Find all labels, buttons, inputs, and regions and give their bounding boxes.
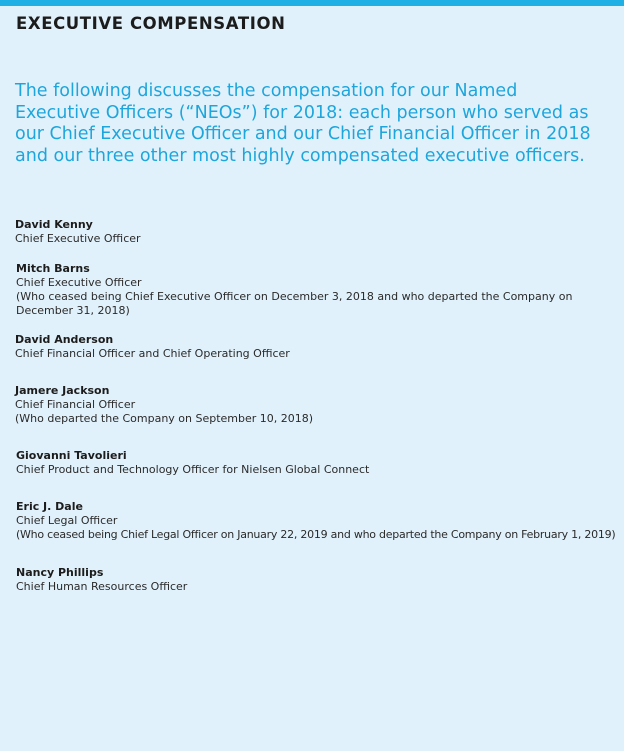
neo-name: Mitch Barns	[16, 262, 90, 275]
neo-name: David Anderson	[15, 333, 114, 346]
neo-title: Chief Human Resources Officer	[16, 580, 188, 593]
neo-note: (Who ceased being Chief Legal Officer on January 22, 2019 and who departed the Company on February 1, 2019)	[16, 528, 616, 541]
neo-title: Chief Executive Officer	[16, 276, 142, 289]
neo-note: (Who departed the Company on September 10, 2018)	[15, 412, 314, 425]
neo-name: Nancy Phillips	[16, 566, 104, 579]
neo-name: Jamere Jackson	[15, 384, 110, 397]
neo-title: Chief Financial Officer	[15, 398, 136, 411]
neo-name: Eric J. Dale	[16, 500, 83, 513]
neo-entry	[16, 262, 621, 318]
neo-entry	[15, 333, 620, 361]
neo-entry	[15, 384, 620, 426]
neo-name: Giovanni Tavolieri	[16, 449, 127, 462]
neo-title: Chief Legal Officer	[16, 514, 118, 527]
neo-entry	[15, 218, 620, 246]
neo-name: David Kenny	[15, 218, 93, 231]
neo-entry	[16, 500, 621, 542]
neo-entry	[16, 449, 621, 477]
neo-entry	[16, 566, 621, 594]
section-title: EXECUTIVE COMPENSATION	[16, 14, 286, 33]
neo-title: Chief Product and Technology Officer for Nielsen Global Connect	[16, 463, 370, 476]
neo-title: Chief Executive Officer	[15, 232, 141, 245]
neo-note: (Who ceased being Chief Executive Officer on December 3, 2018 and who departed the Company on December 31, 2018)	[16, 290, 573, 317]
top-accent-bar	[0, 0, 624, 6]
neo-title: Chief Financial Officer and Chief Operating Officer	[15, 347, 290, 360]
intro-paragraph: The following discusses the compensation for our Named Executive Officers (“NEOs”) for 2018: each person who served as our Chief Executive Officer and our Chief Financial Officer in 2018 and our three other most highly compensated executive officers.	[15, 81, 591, 166]
